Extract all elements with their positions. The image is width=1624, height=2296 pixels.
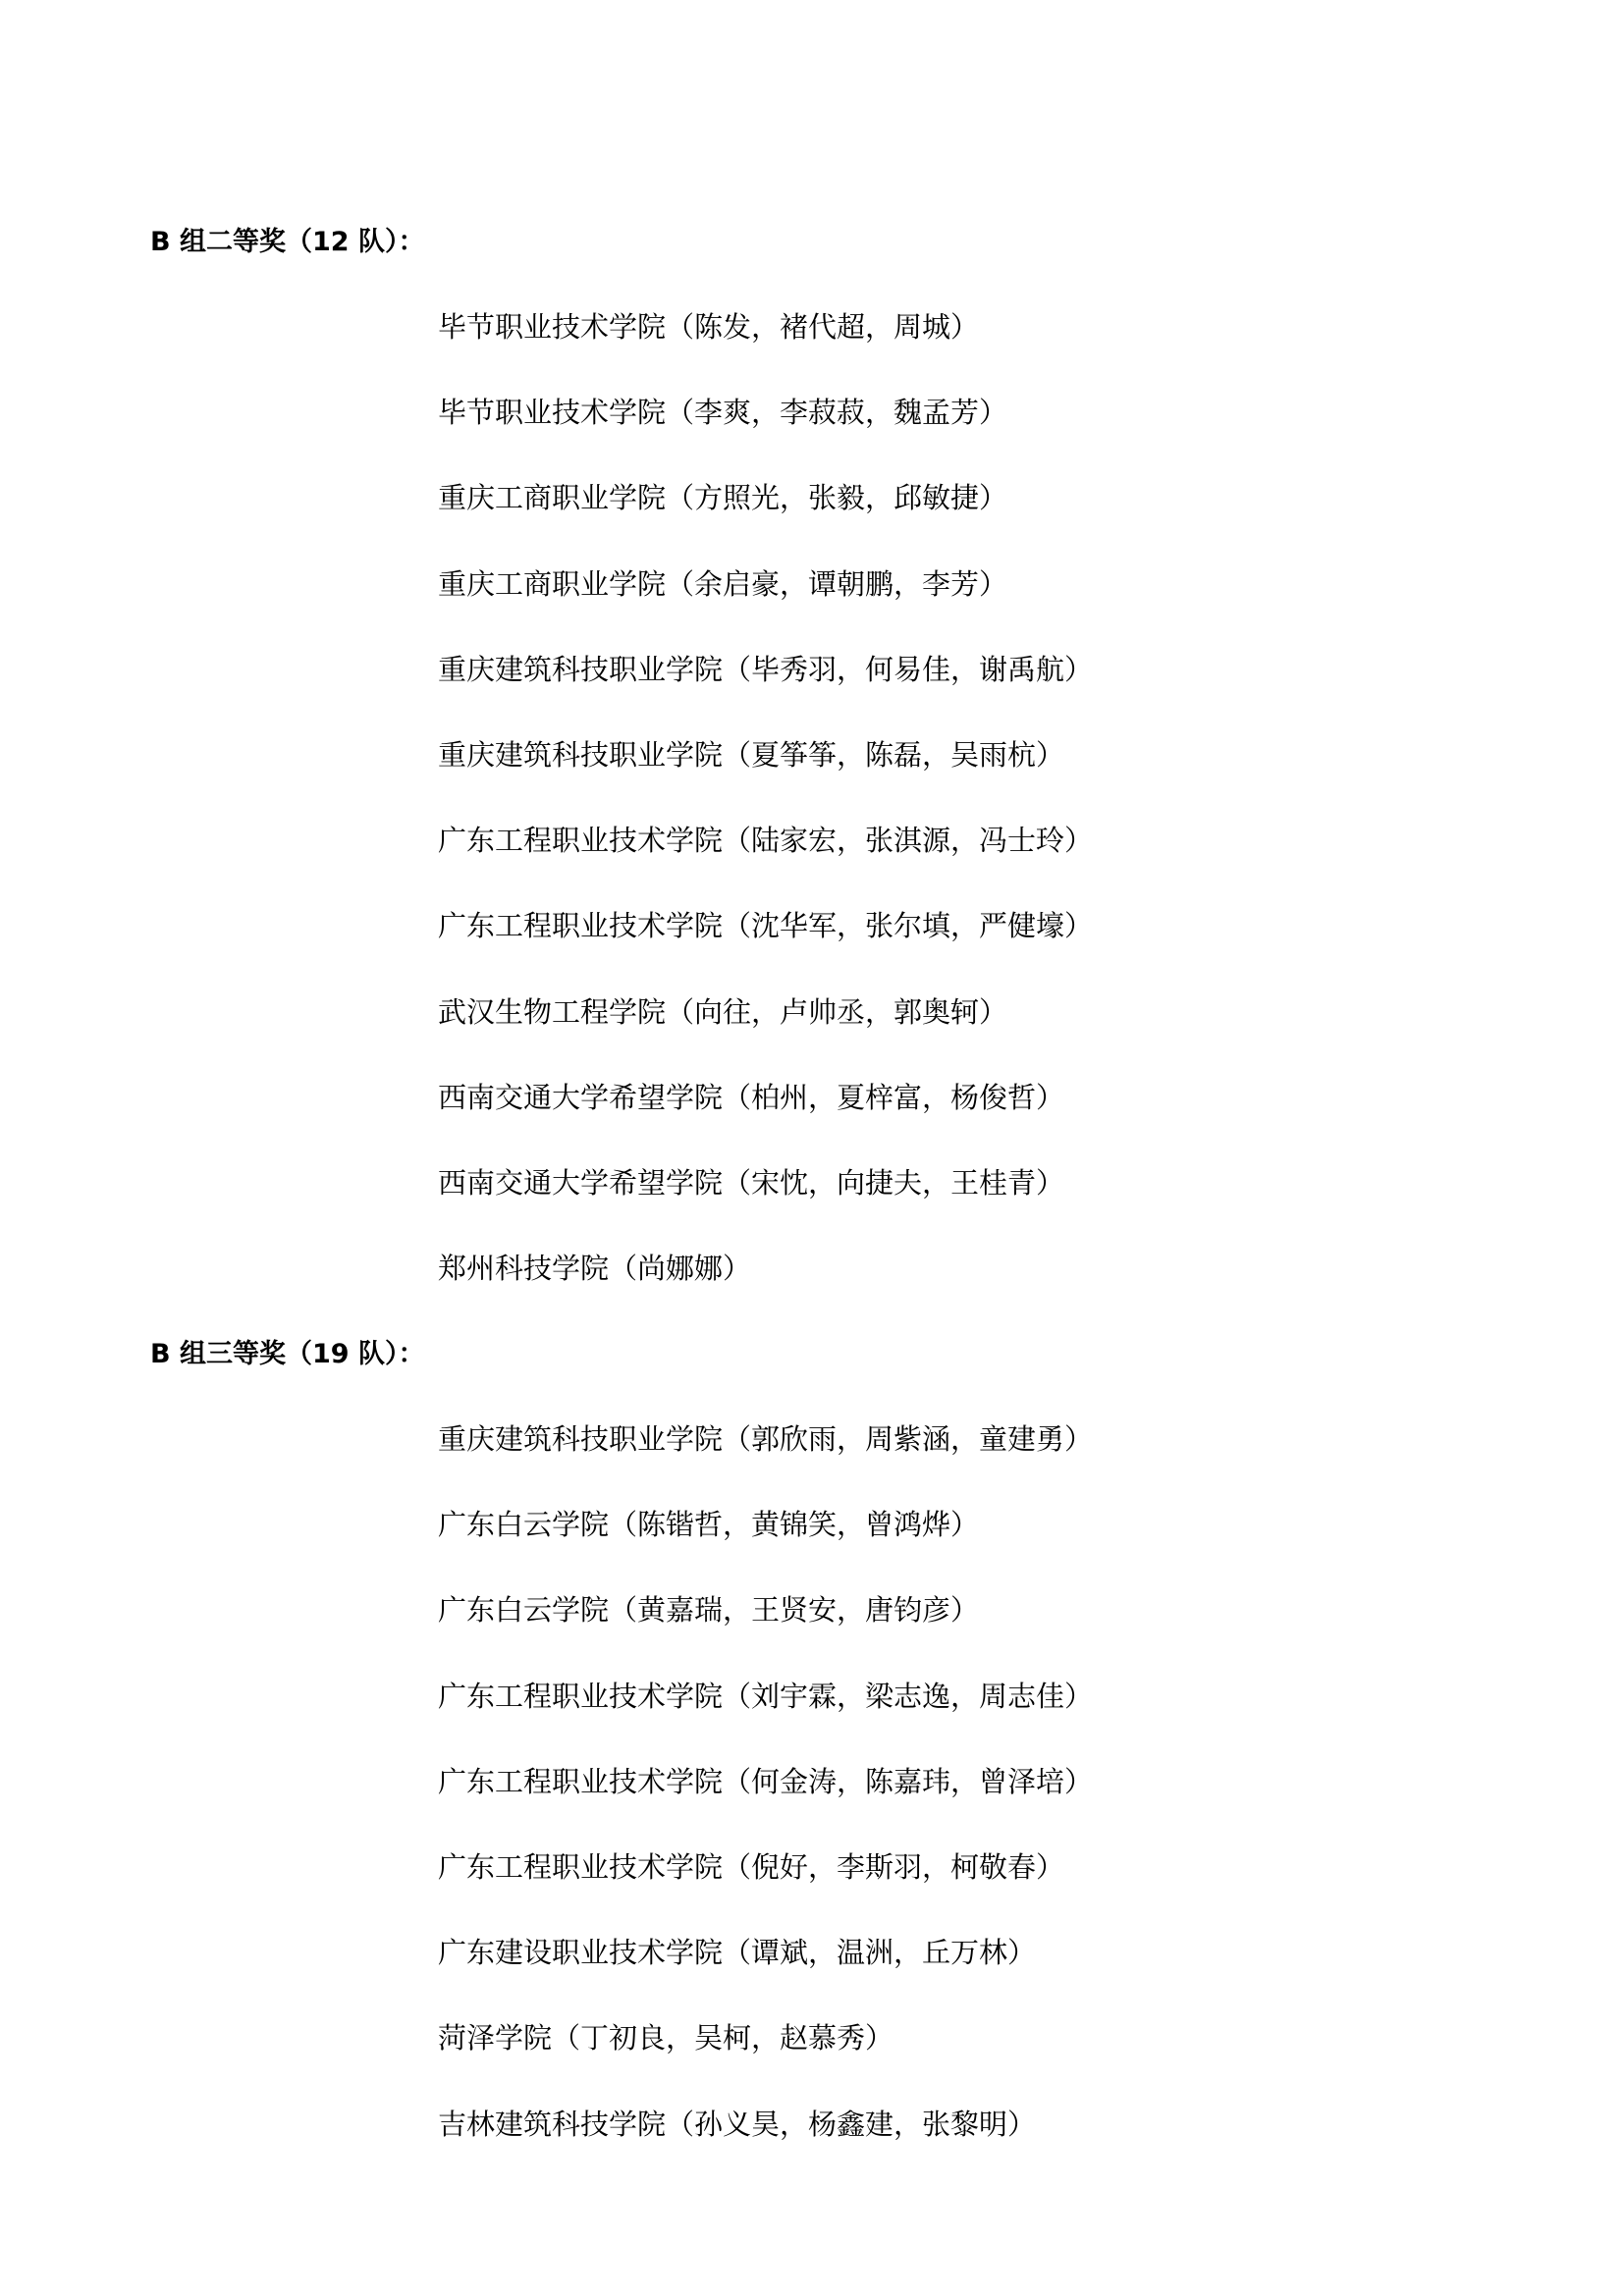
list-item: 广东工程职业技术学院（倪好，李斯羽，柯敬春） <box>438 1849 1065 1884</box>
third-prize-list <box>438 1419 1093 2190</box>
list-item: 西南交通大学希望学院（柏州，夏梓富，杨俊哲） <box>438 1080 1065 1114</box>
list-item: 重庆建筑科技职业学院（郭欣雨，周紫涵，童建勇） <box>438 1422 1094 1456</box>
section-heading-third-prize: B 组三等奖（19 队）： <box>150 1339 425 1369</box>
list-item: 郑州科技学院（尚娜娜） <box>438 1252 752 1286</box>
list-item: 重庆工商职业学院（余启豪，谭朝鹏，李芳） <box>438 566 1008 601</box>
list-item: 广东工程职业技术学院（刘宇霖，梁志逸，周志佳） <box>438 1679 1094 1713</box>
list-item: 广东工程职业技术学院（何金涛，陈嘉玮，曾泽培） <box>438 1764 1094 1798</box>
list-item: 重庆建筑科技职业学院（夏筝筝，陈磊，吴雨杭） <box>438 737 1065 772</box>
list-item: 毕节职业技术学院（李爽，李菽菽，魏孟芳） <box>438 396 1008 430</box>
list-item: 重庆工商职业学院（方照光，张毅，邱敏捷） <box>438 481 1008 515</box>
list-item: 吉林建筑科技学院（孙义昊，杨鑫建，张黎明） <box>438 2107 1037 2141</box>
list-item: 广东工程职业技术学院（陆家宏，张淇源，冯士玲） <box>438 824 1094 858</box>
list-item: 广东工程职业技术学院（沈华军，张尔填，严健壕） <box>438 909 1094 943</box>
list-item: 广东白云学院（陈锴哲，黄锦笑，曾鸿烨） <box>438 1508 980 1542</box>
section-heading-second-prize: B 组二等奖（12 队）： <box>150 227 425 257</box>
second-prize-list <box>438 307 1093 1334</box>
list-item: 广东建设职业技术学院（谭斌，温洲，丘万林） <box>438 1936 1037 1970</box>
list-item: 武汉生物工程学院（向往，卢帅丞，郭奥轲） <box>438 994 1008 1029</box>
list-item: 西南交通大学希望学院（宋忱，向捷夫，王桂青） <box>438 1165 1065 1200</box>
list-item: 广东白云学院（黄嘉瑞，王贤安，唐钧彦） <box>438 1593 980 1628</box>
list-item: 菏泽学院（丁初良，吴柯，赵慕秀） <box>438 2021 894 2056</box>
list-item: 毕节职业技术学院（陈发，褚代超，周城） <box>438 310 980 344</box>
list-item: 重庆建筑科技职业学院（毕秀羽，何易佳，谢禹航） <box>438 652 1094 686</box>
